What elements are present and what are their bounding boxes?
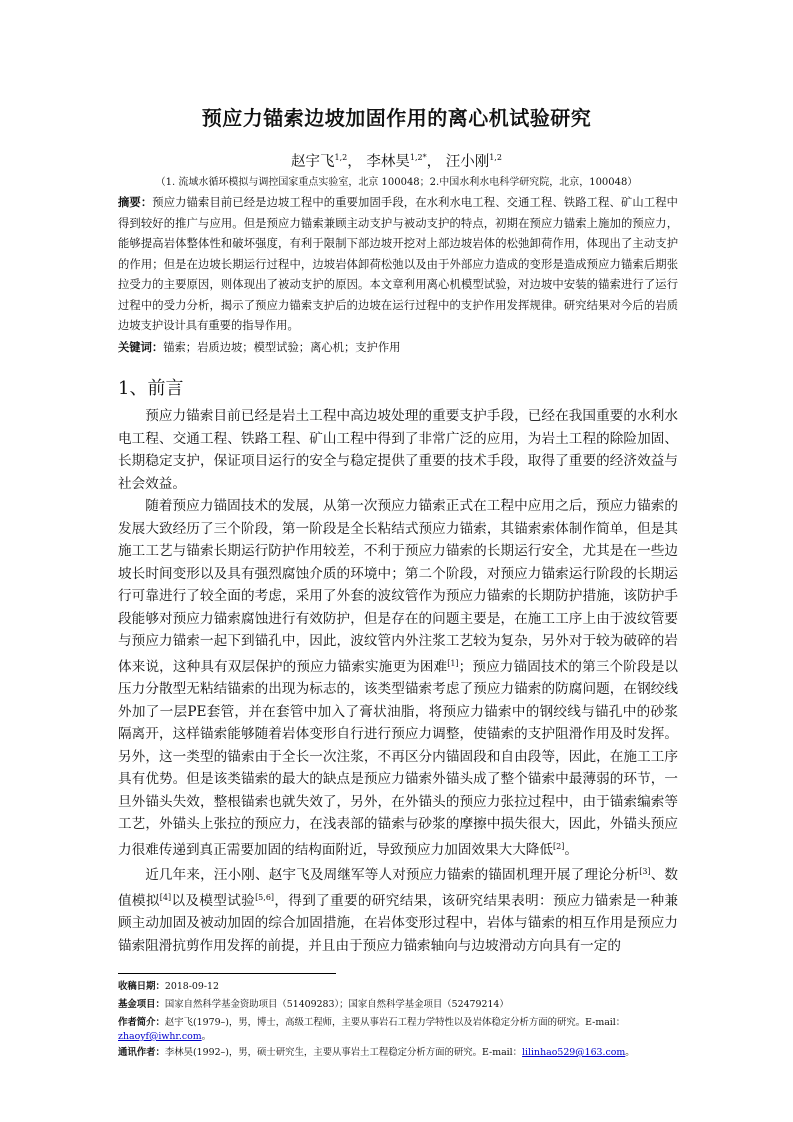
footnote-text: 2018-09-12: [164, 981, 219, 992]
abstract-text: 预应力锚索目前已经是边坡工程中的重要加固手段，在水利水电工程、交通工程、铁路工程、矿山工程中得到较好的推广与应用。但是预应力锚索兼顾主动支护与被动支护的特点，初期在预应力锚索上施加的预应力，能够提高岩体整体性和破坏强度，有利于限制下部边坡开挖对上部边坡岩体的松弛卸荷作用，体现出了主动支护的作用；但是在边坡长期运行过程中，边坡岩体卸荷松弛以及由于外部应力造成的变形是造成预应力锚索后期张拉受力的主要原因，则体现出了被动支护的原因。本文章利用离心机模型试验，对边坡中安装的锚索进行了运行过程中的受力分析，揭示了预应力锚索支护后的边坡在运行过程中的支护作用发挥规律。研究结果对今后的岩质边坡支护设计具有重要的指导作用。: [118, 196, 678, 332]
affiliation-line: （1. 流域水循环模拟与调控国家重点实验室，北京 100048；2.中国水利水电科学研究院，北京，100048）: [155, 177, 638, 188]
footnote-label: 基金项目：: [118, 999, 165, 1010]
abstract-label: 摘要：: [118, 195, 153, 209]
keywords: [118, 337, 678, 358]
section-heading: 1、前言: [118, 378, 184, 399]
footnote-fund: [118, 998, 678, 1012]
paragraph-text: 以及模型试验: [171, 892, 256, 909]
footnote-text: 李林昊(1992–)，男，硕士研究生，主要从事岩土工程稳定分析方面的研究。E-mail：: [164, 1047, 523, 1058]
footnote-author: [118, 1016, 678, 1044]
author-separator: ，: [426, 154, 442, 170]
body-paragraph: 预应力锚索目前已经是岩土工程中高边坡处理的重要支护手段，已经在我国重要的水利水电工程、交通工程、铁路工程、矿山工程中得到了非常广泛的应用，为岩土工程的除险加固、长期稳定支护，保证项目运行的安全与稳定提供了重要的技术手段，取得了重要的经济效益与社会效益。: [118, 408, 678, 492]
footnote-divider: [118, 973, 336, 974]
author-name: 赵宇飞: [291, 154, 335, 170]
citation-mark: [1]: [447, 658, 459, 668]
body-paragraph: [118, 861, 678, 957]
author-affiliation-mark: 1,2: [334, 153, 348, 162]
citation-mark: [2]: [553, 841, 565, 851]
paragraph-text: 近几年来，汪小刚、赵宇飞及周继军等人对预应力锚索的锚固机理开展了理论分析: [145, 867, 640, 883]
abstract: [118, 192, 678, 337]
citation-mark: [4]: [159, 892, 172, 902]
keywords-label: 关键词：: [118, 340, 164, 354]
footnote-label: 通讯作者：: [118, 1047, 165, 1058]
paragraph-text: 随着预应力锚固技术的发展，从第一次预应力锚索正式在工程中应用之后，预应力锚索的发展大致经历了三个阶段，第一阶段是全长粘结式预应力锚索，其锚索索体制作简单，但是其施工工艺与锚索长期运行防护作用较差，不利于预应力锚索的长期运行安全，尤其是在一些边坡长时间变形以及具有强烈腐蚀介质的环境中；第二个阶段，对预应力锚索运行阶段的长期运行可靠进行了较全面的考虑，采用了外套的波纹管作为预应力锚索的长期防护措施，该防护手段能够对预应力锚索腐蚀进行有效防护，但是存在的问题主要是，在施工工序上由于波纹管要与预应力锚索一起下到锚孔中，因此，波纹管内外注浆工艺较为复杂，另外对于较为破碎的岩体来说，这种具有双层保护的预应力锚索实施更为困难: [118, 498, 678, 675]
author-list: [0, 150, 793, 171]
footnote-label: 作者简介：: [118, 1017, 165, 1028]
author-name: 汪小刚: [445, 154, 490, 170]
footnote-label: 收稿日期：: [118, 981, 165, 992]
footnote-received: [118, 980, 678, 994]
paragraph-text: ，得到了重要的研究结果，该研究结果表明：预应力锚索是一种兼顾主动加固及被动加固的综合加固措施，在岩体变形过程中，岩体与锚索的相互作用是预应力锚索阻滑抗剪作用发挥的前提，并且由于预应力锚索轴向与边坡滑动方向具有一定的: [118, 892, 679, 954]
author-name: 李林昊: [366, 154, 410, 170]
body-text: [118, 405, 678, 957]
citation-mark: [3]: [639, 867, 651, 876]
author-affiliation-mark: 1,2: [489, 153, 502, 162]
citation-mark: [5,6]: [255, 892, 275, 902]
paragraph-text: 。: [564, 841, 578, 858]
paragraph-text: ；预应力锚固技术的第三个阶段是以压力分散型无粘结锚索的出现为标志的，该类型锚索考虑了预应力锚索的防腐问题，在钢绞线外加了一层PE套管，并在套管中加入了膏状油脂，将预应力锚索中的钢绞线与锚孔中的砂浆隔离开，这样锚索能够随着岩体变形自行进行预应力调整，使锚索的支护阻滑作用及时发挥。另外，这一类型的锚索由于全长一次注浆，不再区分内锚固段和自由段等，因此，在施工工序具有优势。但是该类锚索的最大的缺点是预应力锚索外锚头成了整个锚索中最薄弱的环节，一旦外锚头失效，整根锚索也就失效了，另外，在外锚头的预应力张拉过程中，由于锚索编索等工艺，外锚头上张拉的预应力，在浅表部的锚索与砂浆的摩擦中损失很大，因此，外锚头预应力很难传递到真正需要加固的结构面附近，导致预应力加固效果大大降低: [118, 658, 679, 858]
paper-title: 预应力锚索边坡加固作用的离心机试验研究: [201, 106, 592, 130]
keywords-text: 锚索；岩质边坡；模型试验；离心机；支护作用: [163, 341, 401, 354]
author-affiliation-mark: 1,2*: [409, 153, 427, 162]
footnote-text: 国家自然科学基金资助项目（51409283）；国家自然科学基金项目（52479214）: [164, 999, 509, 1010]
paragraph-text: 、数值模拟: [118, 867, 679, 909]
author-separator: ，: [347, 154, 362, 170]
author-email-link[interactable]: zhaoyf@iwhr.com: [118, 1031, 202, 1042]
corresponding-email-link[interactable]: lilinhao529@163.com: [522, 1047, 626, 1058]
footnote-text: 。: [625, 1047, 635, 1058]
body-paragraph: [118, 495, 678, 861]
footnote-text: 。: [201, 1031, 212, 1042]
footnote-corresponding: [118, 1046, 678, 1060]
footnote-text: 赵宇飞(1979–)，男，博士，高级工程师，主要从事岩石工程力学特性以及岩体稳定分析方面的研究。E-mail：: [164, 1017, 626, 1028]
